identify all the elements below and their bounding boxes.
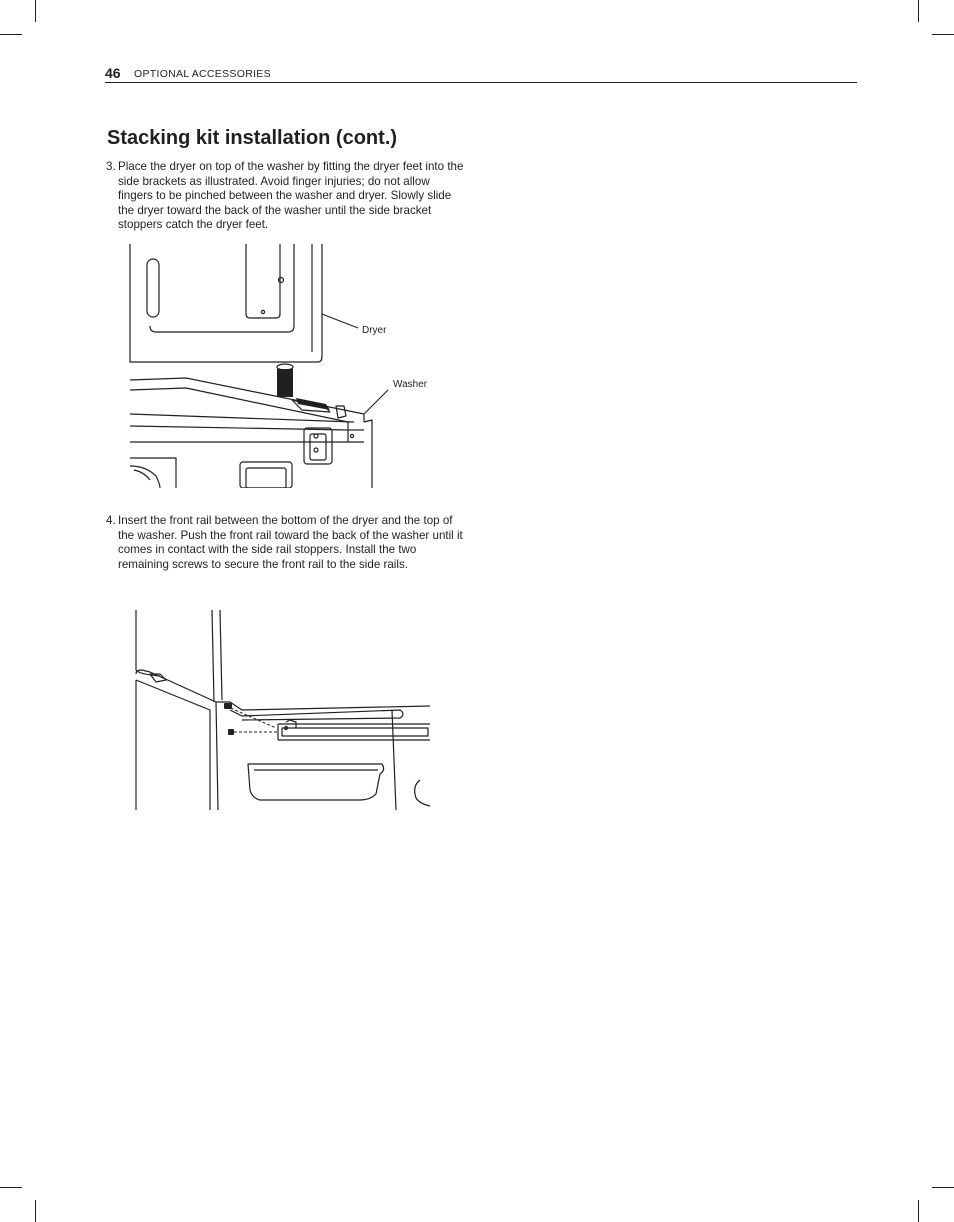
step-4: [106, 514, 466, 572]
step-text: Insert the front rail between the bottom of the dryer and the top of the washer. Push the front rail toward the back of the washer until it comes in contact with the side rail stoppers. Install the two remaining screws to secure the front rail to the side rails.: [118, 514, 463, 571]
dryer-label: Dryer: [362, 325, 387, 336]
crop-mark: [918, 0, 919, 22]
header-rule: [105, 82, 857, 83]
crop-mark: [0, 34, 22, 35]
dryer-on-washer-illustration: [126, 244, 446, 488]
step-3: [106, 160, 466, 233]
step-text: Place the dryer on top of the washer by fitting the dryer feet into the side brackets as illustrated. Avoid finger injuries; do not allow fingers to be pinched between the washer and dryer. Slowly slide the dryer toward the back of the washer until the side bracket stoppers catch the dryer feet.: [118, 160, 464, 232]
step-number: 3.: [106, 160, 116, 173]
crop-mark: [35, 1200, 36, 1222]
running-header: [105, 62, 857, 84]
page-title: Stacking kit installation (cont.): [107, 127, 398, 149]
page-number: 46: [105, 65, 121, 81]
crop-mark: [35, 0, 36, 22]
crop-mark: [932, 34, 954, 35]
crop-mark: [0, 1187, 22, 1188]
section-label: OPTIONAL ACCESSORIES: [134, 68, 271, 80]
front-rail-illustration: [130, 610, 435, 815]
washer-label: Washer: [393, 379, 428, 390]
crop-mark: [918, 1200, 919, 1222]
step-number: 4.: [106, 514, 116, 527]
crop-mark: [932, 1187, 954, 1188]
